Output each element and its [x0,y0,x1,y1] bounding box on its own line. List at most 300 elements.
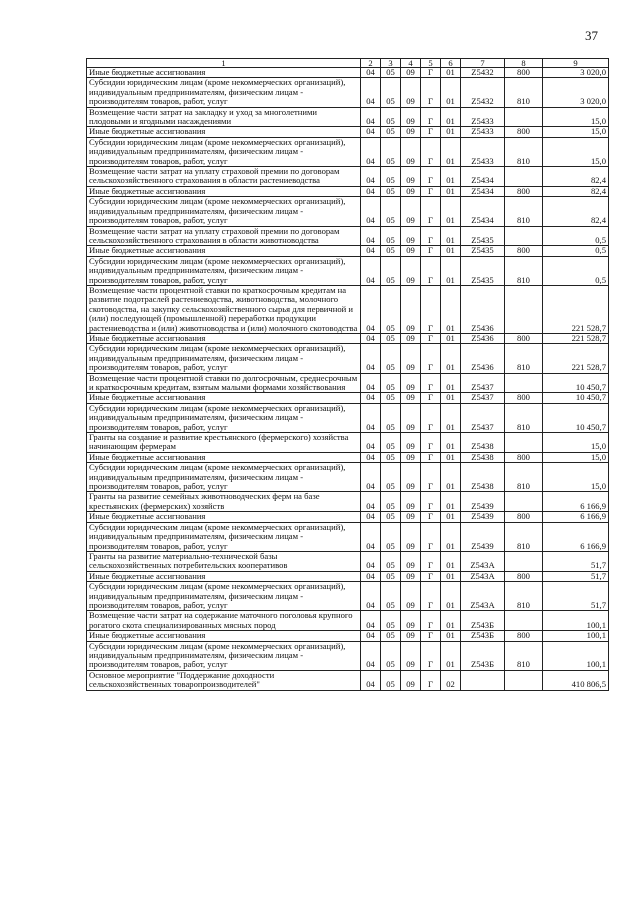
row-expense-type-cell: 800 [505,452,543,462]
row-code-cell: 04 [361,631,381,641]
row-target-code-cell: Z5438 [461,463,505,492]
row-target-code-cell: Z5435 [461,246,505,256]
row-code-cell: Г [421,68,441,78]
row-code-cell: 05 [381,631,401,641]
row-expense-type-cell: 800 [505,571,543,581]
row-code-cell: 05 [381,582,401,611]
row-code-cell: 01 [441,433,461,453]
row-expense-type-cell [505,492,543,512]
row-name-cell: Основное мероприятие "Поддержание доходности сельскохозяйственных товаропроизводителей" [87,670,361,690]
row-code-cell: 05 [381,512,401,522]
row-code-cell: 09 [401,433,421,453]
table-row [87,522,609,551]
page-number: 37 [585,28,598,43]
row-code-cell: Г [421,551,441,571]
row-code-cell: Г [421,333,441,343]
row-name-cell: Субсидии юридическим лицам (кроме некоммерческих организаций), индивидуальным предпринимателям, физическим лицам - производителям товаров, работ, услуг [87,522,361,551]
row-code-cell: 04 [361,78,381,107]
row-name-cell: Возмещение части процентной ставки по долгосрочным, среднесрочным и краткосрочным кредитам, взятым малыми формами хозяйствования [87,373,361,393]
row-code-cell: 01 [441,571,461,581]
row-code-cell: 01 [441,641,461,670]
row-code-cell: 01 [441,107,461,127]
table-row [87,582,609,611]
row-code-cell: 09 [401,246,421,256]
table-row [87,433,609,453]
row-expense-type-cell: 810 [505,522,543,551]
row-code-cell: 04 [361,256,381,285]
row-name-cell: Гранты на развитие семейных животноводческих ферм на базе крестьянских (фермерских) хозяйств [87,492,361,512]
row-code-cell: Г [421,463,441,492]
table-row [87,512,609,522]
row-amount-cell: 51,7 [543,582,609,611]
row-code-cell: 01 [441,68,461,78]
row-target-code-cell: Z5434 [461,186,505,196]
row-amount-cell: 100,1 [543,641,609,670]
table-row [87,167,609,187]
row-code-cell: 09 [401,641,421,670]
row-code-cell: 01 [441,393,461,403]
row-name-cell: Иные бюджетные ассигнования [87,68,361,78]
header-cell-8: 8 [505,59,543,68]
row-code-cell: Г [421,571,441,581]
row-code-cell: 01 [441,246,461,256]
row-name-cell: Иные бюджетные ассигнования [87,246,361,256]
row-target-code-cell [461,670,505,690]
row-target-code-cell: Z5436 [461,344,505,373]
row-amount-cell: 10 450,7 [543,373,609,393]
row-code-cell: 09 [401,256,421,285]
row-amount-cell: 100,1 [543,631,609,641]
row-name-cell: Субсидии юридическим лицам (кроме некоммерческих организаций), индивидуальным предпринимателям, физическим лицам - производителям товаров, работ, услуг [87,463,361,492]
row-target-code-cell: Z5434 [461,167,505,187]
row-code-cell: 05 [381,107,401,127]
row-expense-type-cell [505,107,543,127]
row-expense-type-cell [505,167,543,187]
row-name-cell: Иные бюджетные ассигнования [87,631,361,641]
row-code-cell: 05 [381,285,401,333]
row-name-cell: Возмещение части процентной ставки по краткосрочным кредитам на развитие подотраслей растениеводства, животноводства, молочного скотоводства, на закупку сельскохозяйственного сырья для первичной и (или) последующей (промышленной) переработки продукции растениеводства и (или) животноводства и (или) молочного скотоводства [87,285,361,333]
row-name-cell: Субсидии юридическим лицам (кроме некоммерческих организаций), индивидуальным предпринимателям, физическим лицам - производителям товаров, работ, услуг [87,641,361,670]
row-expense-type-cell [505,670,543,690]
row-code-cell: 04 [361,551,381,571]
row-target-code-cell: Z543Б [461,611,505,631]
row-expense-type-cell [505,373,543,393]
header-cell-1: 1 [87,59,361,68]
table-row [87,641,609,670]
row-code-cell: 01 [441,512,461,522]
row-target-code-cell: Z5436 [461,285,505,333]
row-amount-cell: 82,4 [543,167,609,187]
table-row [87,197,609,226]
row-code-cell: 01 [441,631,461,641]
row-expense-type-cell: 810 [505,344,543,373]
row-code-cell: 01 [441,78,461,107]
row-amount-cell: 221 528,7 [543,285,609,333]
row-code-cell: 09 [401,463,421,492]
row-code-cell: Г [421,512,441,522]
row-target-code-cell: Z5437 [461,403,505,432]
row-amount-cell: 15,0 [543,463,609,492]
table-row [87,393,609,403]
table-row [87,571,609,581]
row-code-cell: 05 [381,522,401,551]
row-expense-type-cell: 800 [505,393,543,403]
row-code-cell: Г [421,631,441,641]
row-expense-type-cell: 800 [505,127,543,137]
row-target-code-cell: Z5436 [461,333,505,343]
row-code-cell: 04 [361,463,381,492]
row-code-cell: 01 [441,373,461,393]
row-code-cell: 09 [401,512,421,522]
row-code-cell: 01 [441,492,461,512]
row-name-cell: Иные бюджетные ассигнования [87,512,361,522]
row-code-cell: Г [421,285,441,333]
row-code-cell: 04 [361,433,381,453]
row-code-cell: 09 [401,452,421,462]
row-code-cell: 05 [381,344,401,373]
row-code-cell: Г [421,78,441,107]
row-expense-type-cell: 800 [505,246,543,256]
row-expense-type-cell: 800 [505,186,543,196]
row-code-cell: Г [421,167,441,187]
row-code-cell: 05 [381,393,401,403]
row-code-cell: 05 [381,137,401,166]
row-code-cell: 04 [361,582,381,611]
row-code-cell: 01 [441,197,461,226]
row-code-cell: Г [421,107,441,127]
row-amount-cell: 15,0 [543,127,609,137]
row-expense-type-cell: 810 [505,137,543,166]
table-row [87,463,609,492]
row-code-cell: 04 [361,492,381,512]
table-row [87,127,609,137]
row-code-cell: 01 [441,463,461,492]
table-row [87,186,609,196]
row-code-cell: 04 [361,333,381,343]
row-code-cell: 01 [441,522,461,551]
row-code-cell: 09 [401,582,421,611]
row-name-cell: Субсидии юридическим лицам (кроме некоммерческих организаций), индивидуальным предпринимателям, физическим лицам - производителям товаров, работ, услуг [87,344,361,373]
row-code-cell: 09 [401,492,421,512]
row-name-cell: Возмещение части затрат на закладку и уход за многолетними плодовыми и ягодными насаждениями [87,107,361,127]
row-code-cell: 04 [361,285,381,333]
row-target-code-cell: Z5432 [461,68,505,78]
row-code-cell: 09 [401,403,421,432]
header-cell-4: 4 [401,59,421,68]
row-code-cell: 04 [361,167,381,187]
row-code-cell: Г [421,393,441,403]
row-code-cell: 05 [381,670,401,690]
row-code-cell: 05 [381,197,401,226]
row-name-cell: Иные бюджетные ассигнования [87,571,361,581]
row-code-cell: 04 [361,344,381,373]
row-code-cell: 04 [361,68,381,78]
row-code-cell: Г [421,452,441,462]
row-code-cell: 04 [361,186,381,196]
header-cell-6: 6 [441,59,461,68]
row-code-cell: Г [421,582,441,611]
row-code-cell: 05 [381,463,401,492]
row-code-cell: Г [421,137,441,166]
row-amount-cell: 51,7 [543,551,609,571]
row-code-cell: 05 [381,452,401,462]
row-name-cell: Субсидии юридическим лицам (кроме некоммерческих организаций), индивидуальным предпринимателям, физическим лицам - производителям товаров, работ, услуг [87,137,361,166]
row-code-cell: 05 [381,373,401,393]
row-code-cell: 09 [401,670,421,690]
row-amount-cell: 0,5 [543,246,609,256]
row-code-cell: Г [421,373,441,393]
row-target-code-cell: Z5433 [461,137,505,166]
row-code-cell: 01 [441,226,461,246]
row-code-cell: 05 [381,167,401,187]
row-code-cell: 09 [401,373,421,393]
row-code-cell: 04 [361,246,381,256]
row-expense-type-cell: 810 [505,582,543,611]
row-code-cell: 01 [441,137,461,166]
row-code-cell: 01 [441,551,461,571]
row-code-cell: 09 [401,344,421,373]
row-name-cell: Возмещение части затрат на уплату страховой премии по договорам сельскохозяйственного страхования в области животноводства [87,226,361,246]
row-code-cell: Г [421,246,441,256]
row-name-cell: Иные бюджетные ассигнования [87,452,361,462]
row-expense-type-cell: 800 [505,68,543,78]
row-code-cell: 09 [401,393,421,403]
row-code-cell: 09 [401,226,421,246]
row-code-cell: 05 [381,226,401,246]
row-target-code-cell: Z543Б [461,631,505,641]
row-name-cell: Иные бюджетные ассигнования [87,333,361,343]
row-amount-cell: 100,1 [543,611,609,631]
row-expense-type-cell: 810 [505,197,543,226]
row-code-cell: 04 [361,641,381,670]
row-code-cell: 05 [381,68,401,78]
table-row [87,68,609,78]
row-name-cell: Иные бюджетные ассигнования [87,393,361,403]
row-amount-cell: 51,7 [543,571,609,581]
header-cell-2: 2 [361,59,381,68]
table-row [87,78,609,107]
table-row [87,551,609,571]
row-amount-cell: 6 166,9 [543,492,609,512]
row-code-cell: 05 [381,256,401,285]
row-code-cell: 01 [441,285,461,333]
row-code-cell: 09 [401,167,421,187]
row-code-cell: 09 [401,107,421,127]
row-amount-cell: 15,0 [543,452,609,462]
row-target-code-cell: Z5438 [461,433,505,453]
table-row [87,670,609,690]
row-code-cell: Г [421,522,441,551]
row-code-cell: 09 [401,137,421,166]
row-code-cell: 05 [381,403,401,432]
row-code-cell: 01 [441,344,461,373]
table-row [87,403,609,432]
row-name-cell: Субсидии юридическим лицам (кроме некоммерческих организаций), индивидуальным предпринимателям, физическим лицам - производителям товаров, работ, услуг [87,197,361,226]
row-code-cell: 05 [381,571,401,581]
row-target-code-cell: Z5439 [461,492,505,512]
row-expense-type-cell: 810 [505,403,543,432]
table-row [87,285,609,333]
row-expense-type-cell: 800 [505,512,543,522]
row-code-cell: 01 [441,256,461,285]
row-code-cell: Г [421,256,441,285]
table-row [87,107,609,127]
row-code-cell: 09 [401,186,421,196]
row-name-cell: Возмещение части затрат на уплату страховой премии по договорам сельскохозяйственного страхования в области растениеводства [87,167,361,187]
row-amount-cell: 15,0 [543,107,609,127]
row-amount-cell: 221 528,7 [543,344,609,373]
row-code-cell: 05 [381,186,401,196]
row-code-cell: 04 [361,393,381,403]
row-code-cell: 01 [441,167,461,187]
row-code-cell: 04 [361,107,381,127]
table-row [87,373,609,393]
row-code-cell: 04 [361,403,381,432]
header-cell-9: 9 [543,59,609,68]
row-target-code-cell: Z5439 [461,512,505,522]
row-code-cell: 09 [401,197,421,226]
row-amount-cell: 3 020,0 [543,78,609,107]
table-row [87,492,609,512]
row-name-cell: Иные бюджетные ассигнования [87,127,361,137]
row-target-code-cell: Z543Б [461,641,505,670]
row-expense-type-cell [505,433,543,453]
row-code-cell: Г [421,611,441,631]
row-amount-cell: 10 450,7 [543,403,609,432]
row-amount-cell: 6 166,9 [543,522,609,551]
row-code-cell: 01 [441,186,461,196]
row-code-cell: 05 [381,78,401,107]
table-row [87,256,609,285]
row-code-cell: 09 [401,551,421,571]
row-code-cell: 09 [401,611,421,631]
row-code-cell: Г [421,127,441,137]
row-code-cell: Г [421,197,441,226]
row-code-cell: Г [421,186,441,196]
row-code-cell: 04 [361,571,381,581]
row-code-cell: 09 [401,333,421,343]
row-amount-cell: 15,0 [543,433,609,453]
row-code-cell: 04 [361,522,381,551]
row-code-cell: Г [421,433,441,453]
row-amount-cell: 15,0 [543,137,609,166]
row-code-cell: 05 [381,492,401,512]
row-amount-cell: 0,5 [543,226,609,246]
table-row [87,226,609,246]
row-target-code-cell: Z543А [461,551,505,571]
row-target-code-cell: Z5438 [461,452,505,462]
row-code-cell: 05 [381,433,401,453]
row-amount-cell: 0,5 [543,256,609,285]
row-target-code-cell: Z5434 [461,197,505,226]
row-amount-cell: 82,4 [543,197,609,226]
row-target-code-cell: Z5432 [461,78,505,107]
row-code-cell: 04 [361,127,381,137]
table-row [87,344,609,373]
row-expense-type-cell [505,226,543,246]
row-code-cell: 04 [361,197,381,226]
row-code-cell: Г [421,670,441,690]
table-row [87,631,609,641]
row-code-cell: Г [421,226,441,246]
row-code-cell: 05 [381,127,401,137]
table-row [87,611,609,631]
row-code-cell: 04 [361,670,381,690]
row-code-cell: Г [421,403,441,432]
row-code-cell: 04 [361,226,381,246]
row-amount-cell: 6 166,9 [543,512,609,522]
row-name-cell: Иные бюджетные ассигнования [87,186,361,196]
row-expense-type-cell: 800 [505,333,543,343]
table-row [87,137,609,166]
row-target-code-cell: Z5437 [461,393,505,403]
row-code-cell: 01 [441,333,461,343]
header-cell-7: 7 [461,59,505,68]
row-amount-cell: 221 528,7 [543,333,609,343]
row-expense-type-cell: 810 [505,256,543,285]
row-code-cell: 05 [381,641,401,670]
row-code-cell: 05 [381,551,401,571]
row-target-code-cell: Z5433 [461,107,505,127]
row-amount-cell: 3 020,0 [543,68,609,78]
row-name-cell: Субсидии юридическим лицам (кроме некоммерческих организаций), индивидуальным предпринимателям, физическим лицам - производителям товаров, работ, услуг [87,403,361,432]
row-amount-cell: 82,4 [543,186,609,196]
row-target-code-cell: Z543А [461,582,505,611]
row-code-cell: Г [421,492,441,512]
row-code-cell: 04 [361,137,381,166]
table-row [87,246,609,256]
row-target-code-cell: Z5433 [461,127,505,137]
header-cell-5: 5 [421,59,441,68]
table-row [87,452,609,462]
row-code-cell: 01 [441,403,461,432]
row-target-code-cell: Z5437 [461,373,505,393]
row-code-cell: 05 [381,246,401,256]
row-amount-cell: 410 806,5 [543,670,609,690]
row-name-cell: Субсидии юридическим лицам (кроме некоммерческих организаций), индивидуальным предпринимателям, физическим лицам - производителям товаров, работ, услуг [87,582,361,611]
row-target-code-cell: Z5439 [461,522,505,551]
row-code-cell: 01 [441,127,461,137]
row-name-cell: Субсидии юридическим лицам (кроме некоммерческих организаций), индивидуальным предпринимателям, физическим лицам - производителям товаров, работ, услуг [87,78,361,107]
row-amount-cell: 10 450,7 [543,393,609,403]
row-code-cell: 05 [381,333,401,343]
row-name-cell: Гранты на создание и развитие крестьянского (фермерского) хозяйства начинающим фермерам [87,433,361,453]
row-expense-type-cell: 800 [505,631,543,641]
row-code-cell: Г [421,344,441,373]
row-target-code-cell: Z5435 [461,226,505,246]
row-expense-type-cell [505,611,543,631]
table-row [87,333,609,343]
row-expense-type-cell: 810 [505,641,543,670]
row-code-cell: 04 [361,512,381,522]
row-target-code-cell: Z5435 [461,256,505,285]
row-expense-type-cell [505,285,543,333]
row-code-cell: 09 [401,571,421,581]
row-code-cell: 09 [401,631,421,641]
row-code-cell: 01 [441,611,461,631]
budget-table [86,58,609,691]
row-code-cell: 09 [401,127,421,137]
table-body [87,59,609,691]
row-code-cell: 04 [361,373,381,393]
header-cell-3: 3 [381,59,401,68]
row-name-cell: Субсидии юридическим лицам (кроме некоммерческих организаций), индивидуальным предпринимателям, физическим лицам - производителям товаров, работ, услуг [87,256,361,285]
row-code-cell: 09 [401,522,421,551]
row-code-cell: 04 [361,452,381,462]
row-name-cell: Возмещение части затрат на содержание маточного поголовья крупного рогатого скота специализированных мясных пород [87,611,361,631]
row-target-code-cell: Z543А [461,571,505,581]
row-expense-type-cell: 810 [505,463,543,492]
